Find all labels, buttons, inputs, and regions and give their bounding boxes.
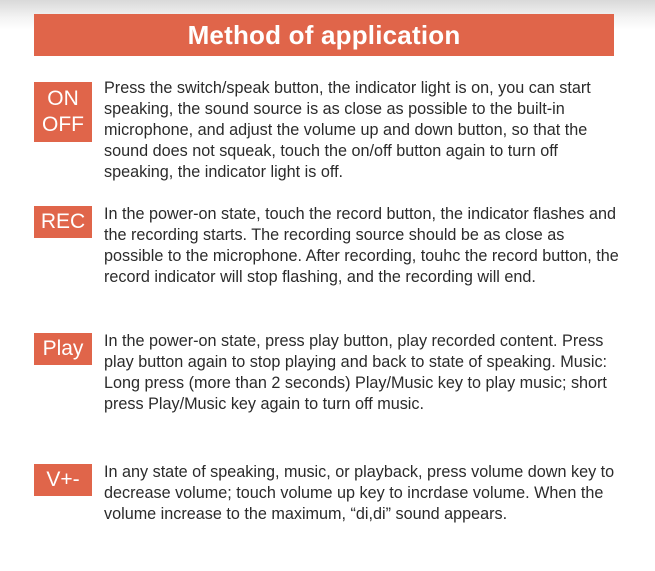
badge-play xyxy=(34,333,92,365)
volume-description: In any state of speaking, music, or playback, press volume down key to decrease volume; touch volume up key to incrdase volume. When the volume increase to the maximum, “di,di” sound appears. xyxy=(104,463,615,523)
section-on-off xyxy=(34,78,624,188)
badge-rec xyxy=(34,206,92,238)
title-banner xyxy=(34,14,614,56)
page-title: Method of application xyxy=(187,19,461,50)
section-rec xyxy=(34,204,624,314)
badge-line-rec: REC xyxy=(40,210,86,233)
on-off-description: Press the switch/speak button, the indicator light is on, you can start speaking, the sound source is as close as possible to the built-in microphone, and adjust the volume up and down button, so that the sound does not squeak, touch the on/off button again to turn off speaking, the indicator light is off. xyxy=(104,79,591,181)
rec-description: In the power-on state, touch the record button, the indicator flashes and the recording starts. The recording source should be as close as possible to the microphone. After recording, touhc the record button, the record indicator will stop flashing, and the recording will end. xyxy=(104,205,619,286)
section-play xyxy=(34,331,624,441)
badge-on-off xyxy=(34,82,92,142)
badge-line-play: Play xyxy=(42,337,84,360)
section-volume xyxy=(34,462,624,552)
badge-line-volume: V+- xyxy=(46,468,80,491)
badge-line-off: OFF xyxy=(42,113,84,136)
badge-line-on: ON xyxy=(47,87,79,110)
play-description: In the power-on state, press play button, play recorded content. Press play button again to stop playing and back to state of speaking. Music: Long press (more than 2 seconds) Play/Music key to play music; short press Play/Music key again to turn off music. xyxy=(104,332,608,413)
badge-volume xyxy=(34,464,92,496)
